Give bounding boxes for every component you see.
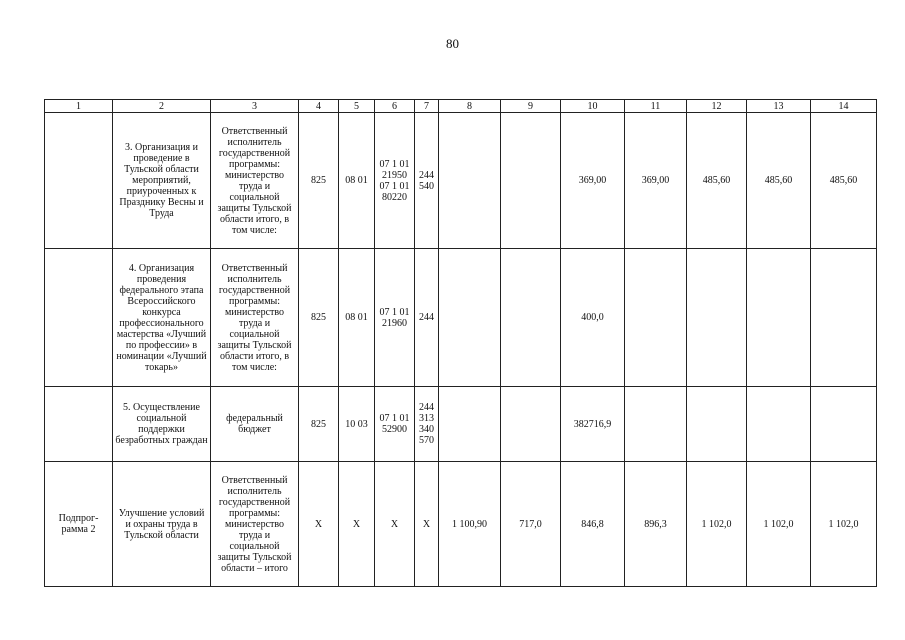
table-cell: 4. Организация проведения федерального этапа Всероссийского конкурса профессионального мастерства «Лучший по профессии» в номинации «Лучший токарь» bbox=[113, 249, 211, 387]
table-cell: X bbox=[299, 462, 339, 587]
table-cell bbox=[45, 113, 113, 249]
table-cell: Ответственный исполнитель государственной программы: министерство труда и социальной защиты Тульской области итого, в том числе: bbox=[211, 249, 299, 387]
table-cell bbox=[45, 249, 113, 387]
column-header: 13 bbox=[747, 100, 811, 113]
table-cell bbox=[501, 249, 561, 387]
table-cell bbox=[811, 249, 877, 387]
table-cell: 5. Осуществление социальной поддержки безработных граждан bbox=[113, 387, 211, 462]
table-cell: Ответственный исполнитель государственной программы: министерство труда и социальной защиты Тульской области – итого bbox=[211, 462, 299, 587]
table-cell: 1 102,0 bbox=[811, 462, 877, 587]
table-cell: 485,60 bbox=[747, 113, 811, 249]
table-cell: 369,00 bbox=[561, 113, 625, 249]
table-row bbox=[45, 113, 877, 249]
column-header: 9 bbox=[501, 100, 561, 113]
table-cell: Улучшение условий и охраны труда в Тульской области bbox=[113, 462, 211, 587]
table-cell: 1 100,90 bbox=[439, 462, 501, 587]
table-cell: 485,60 bbox=[687, 113, 747, 249]
table-cell bbox=[687, 249, 747, 387]
table-cell: 896,3 bbox=[625, 462, 687, 587]
table-cell bbox=[747, 387, 811, 462]
table-cell bbox=[501, 387, 561, 462]
table-row bbox=[45, 249, 877, 387]
table-cell bbox=[439, 113, 501, 249]
table-cell: 825 bbox=[299, 387, 339, 462]
table-row bbox=[45, 387, 877, 462]
column-header: 12 bbox=[687, 100, 747, 113]
column-header: 5 bbox=[339, 100, 375, 113]
table-cell bbox=[625, 249, 687, 387]
column-header: 2 bbox=[113, 100, 211, 113]
column-header: 7 bbox=[415, 100, 439, 113]
column-header: 3 bbox=[211, 100, 299, 113]
table-cell: 244 540 bbox=[415, 113, 439, 249]
header-row bbox=[45, 100, 877, 113]
table-cell: 382716,9 bbox=[561, 387, 625, 462]
table-cell: 3. Организация и проведение в Тульской области мероприятий, приуроченных к Празднику Весны и Труда bbox=[113, 113, 211, 249]
table-cell: 08 01 bbox=[339, 249, 375, 387]
table-cell: 717,0 bbox=[501, 462, 561, 587]
column-header: 14 bbox=[811, 100, 877, 113]
table-cell: федеральный бюджет bbox=[211, 387, 299, 462]
table-cell: 825 bbox=[299, 113, 339, 249]
table-cell: X bbox=[415, 462, 439, 587]
table-cell: 846,8 bbox=[561, 462, 625, 587]
column-header: 6 bbox=[375, 100, 415, 113]
column-header: 8 bbox=[439, 100, 501, 113]
table-cell: 1 102,0 bbox=[747, 462, 811, 587]
column-header: 11 bbox=[625, 100, 687, 113]
table-cell: 485,60 bbox=[811, 113, 877, 249]
column-header: 4 bbox=[299, 100, 339, 113]
table-cell: Ответственный исполнитель государственной программы: министерство труда и социальной защиты Тульской области итого, в том числе: bbox=[211, 113, 299, 249]
table-cell: 400,0 bbox=[561, 249, 625, 387]
table-cell: 369,00 bbox=[625, 113, 687, 249]
table-cell: 07 1 01 52900 bbox=[375, 387, 415, 462]
table-cell: X bbox=[375, 462, 415, 587]
table-cell: 08 01 bbox=[339, 113, 375, 249]
table-cell bbox=[687, 387, 747, 462]
program-table bbox=[44, 99, 877, 587]
table-cell: 07 1 01 21960 bbox=[375, 249, 415, 387]
table-cell: 825 bbox=[299, 249, 339, 387]
page-number: 80 bbox=[446, 36, 459, 51]
table-cell bbox=[45, 387, 113, 462]
column-header: 10 bbox=[561, 100, 625, 113]
table-cell: 10 03 bbox=[339, 387, 375, 462]
table-cell: 1 102,0 bbox=[687, 462, 747, 587]
table-cell bbox=[439, 249, 501, 387]
table-cell: 244 bbox=[415, 249, 439, 387]
table-cell bbox=[811, 387, 877, 462]
table-cell: Подпрог-рамма 2 bbox=[45, 462, 113, 587]
table-cell bbox=[439, 387, 501, 462]
table-cell bbox=[625, 387, 687, 462]
table-row bbox=[45, 462, 877, 587]
table-cell: 244 313 340 570 bbox=[415, 387, 439, 462]
table-cell: X bbox=[339, 462, 375, 587]
table-cell: 07 1 01 21950 07 1 01 80220 bbox=[375, 113, 415, 249]
column-header: 1 bbox=[45, 100, 113, 113]
table-cell bbox=[501, 113, 561, 249]
table-cell bbox=[747, 249, 811, 387]
